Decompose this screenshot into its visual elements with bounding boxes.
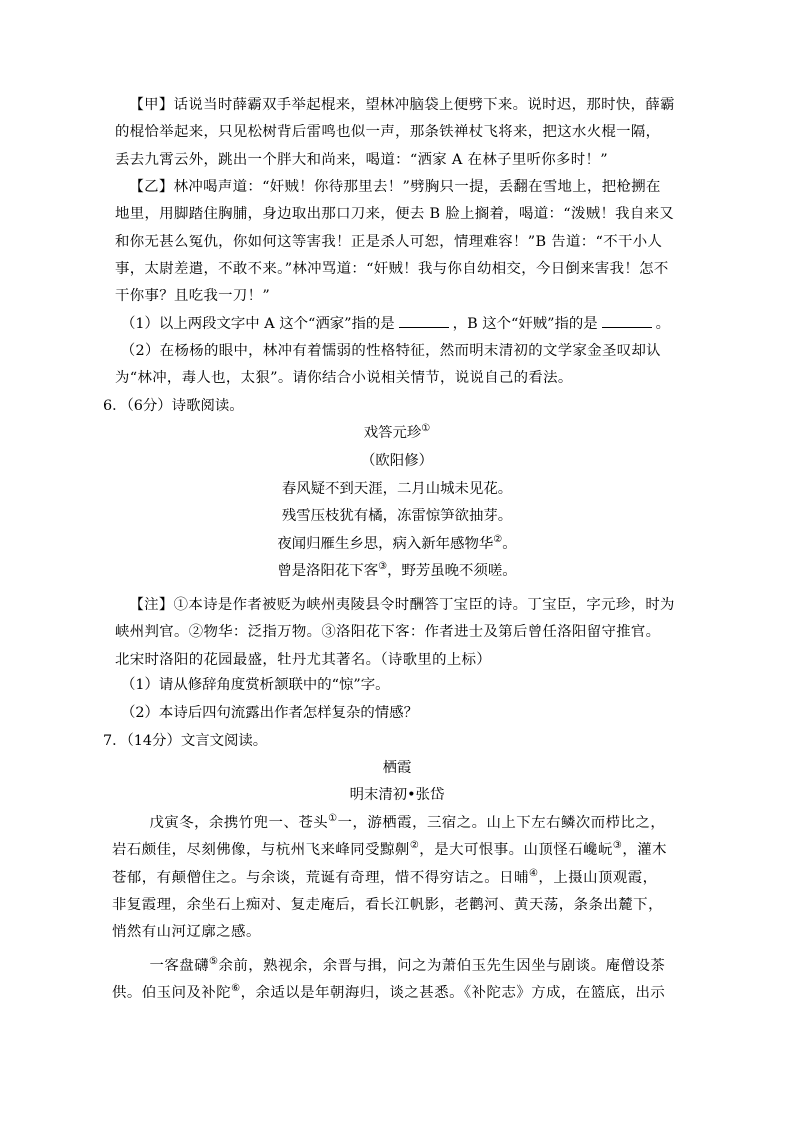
poem-title: 戏答元珍① [363, 423, 431, 441]
essay-author: 明末清初•张岱 [349, 787, 445, 803]
passage-jia [115, 92, 675, 174]
essay-paragraph-2: 一客盘礴⑤余前，熟视余，余晋与揖，问之为萧伯玉先生因坐与剧谈。庵僧设茶供。伯玉问及补陀⑥，余适以是年朝海归，谈之甚悉。《补陀志》方成，在篮底，出示 [112, 956, 666, 1002]
passage-label: 【甲】 [129, 97, 174, 113]
q6-sub2: （2）本诗后四句流露出作者怎样复杂的情感？ [121, 705, 418, 721]
q6-sub1: （1）请从修辞角度赏析颔联中的“惊”字。 [121, 677, 390, 693]
passage-text: 话说当时薛霸双手举起棍来，望林冲脑袋上便劈下来。说时迟，那时快，薛霸的棍恰举起来，只见松树背后雷鸣也似一声，那条铁禅杖飞将来，把这水火棍一隔，丢去九霄云外，跳出一个胖大和尚来，喝道：“洒家 A 在林子里听你多时！” [115, 97, 675, 168]
q7-number: 7．（14分）文言文阅读。 [103, 733, 268, 749]
essay-title: 栖霞 [382, 760, 412, 776]
q5-sub1: （1）以上两段文字中 A 这个“洒家”指的是 ，B 这个“奸贼”指的是 。 [121, 311, 670, 338]
answer-blank-b[interactable] [602, 313, 652, 328]
poem-author: （欧阳修） [361, 453, 433, 469]
passage-text: 林冲喝声道：“奸贼！你待那里去！”劈胸只一提，丢翻在雪地上，把枪搠在地里，用脚踏住胸脯，身边取出那口刀来，便去 B 脸上搁着，喝道：“泼贼！我自来又和你无甚么冤仇，你如何这等害我！正是杀人可恕，情理难容！”B 告道：“不干小人事，太尉差遣，不敢不来。”林冲骂道：“奸贼！我与你自幼相交，今日倒来害我！怎不干你事？且吃我一刀！” [115, 179, 675, 305]
essay-paragraph-1: 戊寅冬，余携竹兜一、苍头①一，游栖霞，三宿之。山上下左右鳞次而栉比之，岩石颇佳，尽刻佛像，与杭州飞来峰同受黥劓②，是大可恨事。山顶怪石巉岏③，灌木苍郁，有颠僧住之。与余谈，荒诞有奇理，惜不得穷诘之。日晡④，上摄山顶观霞，非复霞理，余坐石上痴对、复走庵后，看长江帆影，老鹳河、黄天荡，条条出麓下，悄然有山河辽廓之感。 [112, 813, 668, 941]
passage-label: 【乙】 [129, 179, 174, 195]
passage-yi [115, 174, 675, 310]
poem-line: 残雪压枝犹有橘，冻雷惊笋欲抽芽。 [281, 508, 513, 524]
q5-sub2: （2）在杨杨的眼中，林冲有着懦弱的性格特征，然而明末清初的文学家金圣叹却认为“林冲，毒人也，太狠”。请你结合小说相关情节，说说自己的看法。 [115, 343, 661, 387]
poem-line: 曾是洛阳花下客③，野芳虽晚不须嗟。 [277, 561, 517, 579]
poem-line: 夜闻归雁生乡思，病入新年感物华②。 [277, 534, 517, 552]
poem-notes: 【注】①本诗是作者被贬为峡州夷陵县令时酬答丁宝臣的诗。丁宝臣，字元珍，时为峡州判官。②物华：泛指万物。③洛阳花下客：作者进士及第后曾任洛阳留守推官。北宋时洛阳的花园最盛，牡丹尤其著名。（诗歌里的上标） [115, 597, 675, 668]
q6-number: 6．（6分）诗歌阅读。 [103, 398, 244, 414]
answer-blank-a[interactable] [399, 313, 449, 328]
poem-line: 春风疑不到天涯，二月山城未见花。 [281, 481, 513, 497]
